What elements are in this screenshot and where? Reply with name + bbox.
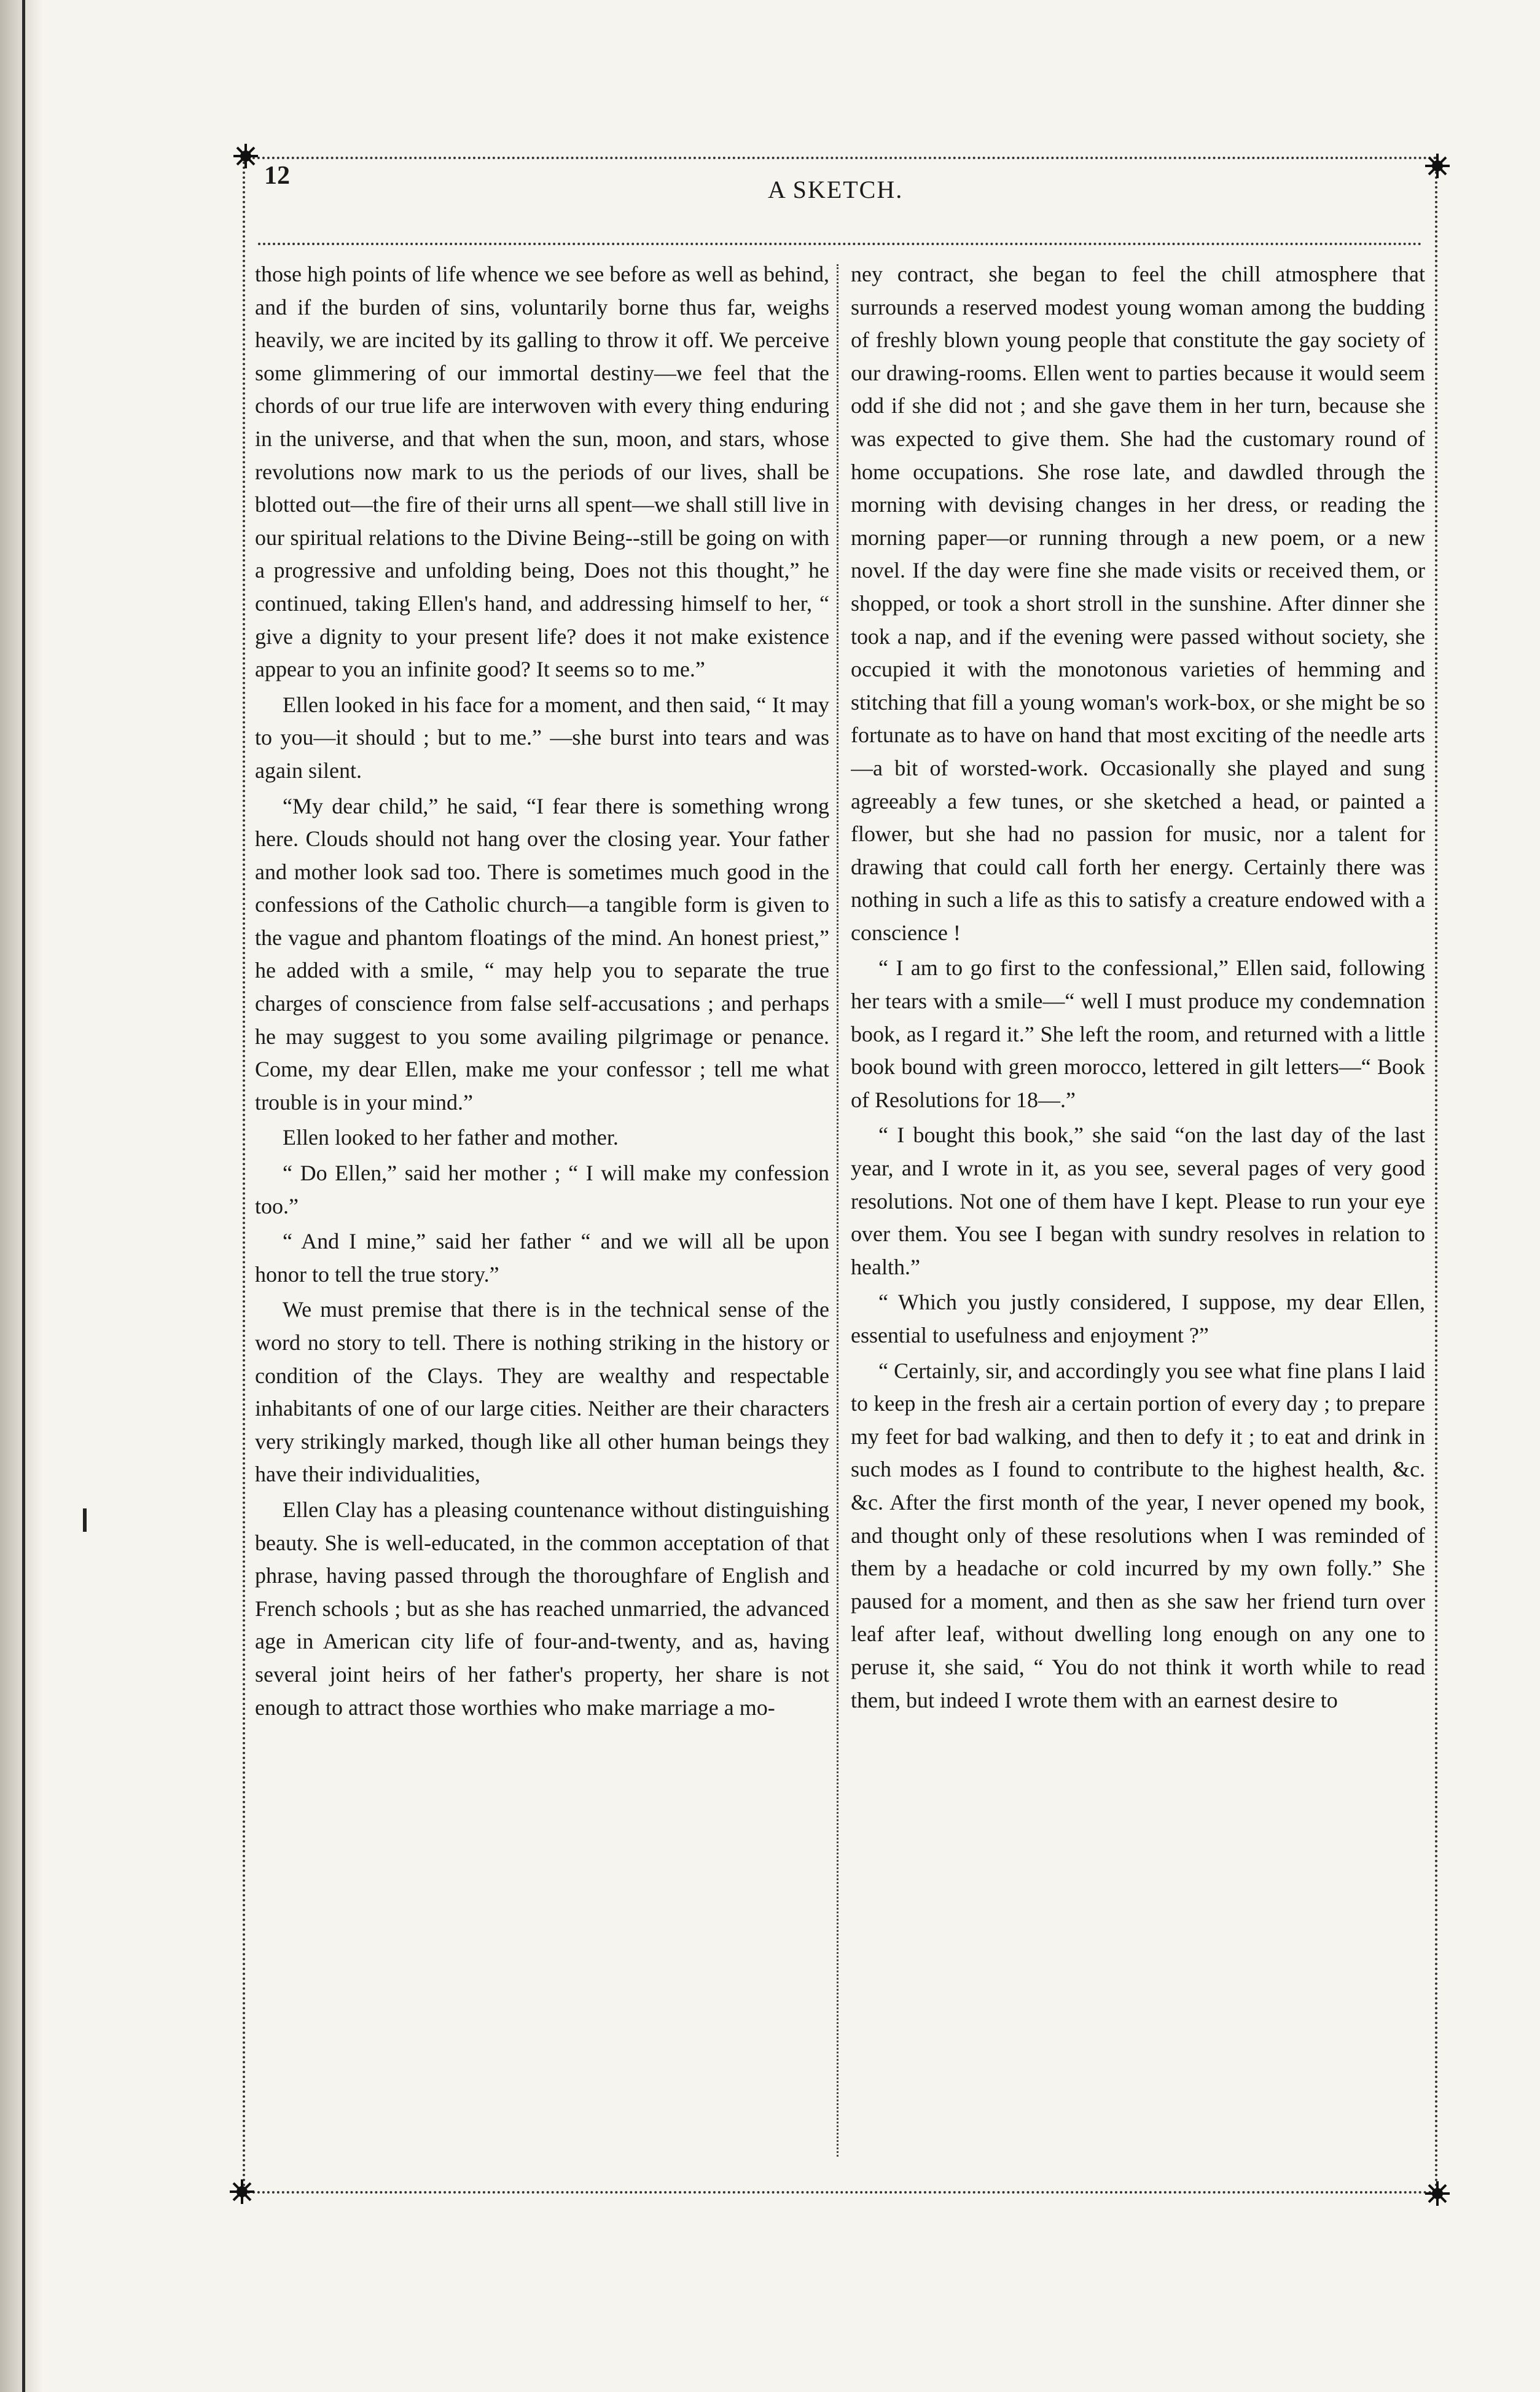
paragraph: Ellen looked in his face for a moment, and then said, “ It may to you—it should ; but to me.” —she burst into tears and was again silent. (255, 692, 829, 783)
paragraph: those high points of life whence we see before as well as behind, and if the burden of sins, voluntarily borne thus far, weighs heavily, we are incited by its galling to throw it off. We perceive some glimmering of our immortal destiny—we feel that the chords of our true life are interwoven with every thing enduring in the universe, and that when the sun, moon, and stars, whose revolutions now mark to us the periods of our lives, shall be blotted out—the fire of their urns all spent—we shall still live in our spiritual relations to the Divine Being--still be going on with a progressive and unfolding being, Does not this thought,” he continued, taking Ellen's hand, and addressing himself to her, “ give a dignity to your present life? does it not make existence appear to you an infinite good? It seems so to me.” (255, 262, 829, 682)
paragraph: Ellen Clay has a pleasing countenance without distinguishing beauty. She is well-educated, in the common acceptation of that phrase, having passed through the thoroughfare of English and French schools ; but as she has reached unmarried, the advanced age in American city life of four-and-twenty, and as, having several joint heirs of her father's property, her share is not enough to attract those worthies who make marriage a mo- (255, 1497, 829, 1720)
binding-line (22, 0, 25, 2392)
page-binding-edge (0, 0, 43, 2392)
page-number: 12 (264, 162, 290, 190)
paragraph: “My dear child,” he said, “I fear there is something wrong here. Clouds should not hang over the closing year. Your father and mother look sad too. There is sometimes much good in the confessions of the Catholic church—a tangible form is given to the vague and phantom floatings of the mind. An honest priest,” he added with a smile, “ may help you to separate the true charges of conscience from false self-accusations ; and perhaps he may suggest to you some availing pilgrimage or penance. Come, my dear Ellen, make me your confessor ; tell me what trouble is in your mind.” (255, 793, 829, 1115)
paragraph: We must premise that there is in the technical sense of the word no story to tell. There is nothing striking in the history or condition of the Clays. They are wealthy and respectable inhabitants of one of our large cities. Neither are their characters very strikingly marked, though like all other human beings they have their individualities, (255, 1297, 829, 1487)
right-column (851, 258, 1425, 2163)
paragraph: Ellen looked to her father and mother. (283, 1125, 619, 1150)
corner-ornament-icon (229, 2178, 256, 2205)
paragraph: “ I bought this book,” she said “on the last day of the last year, and I wrote in it, as you see, several pages of very good resolutions. Not one of them have I kept. Please to run your eye over them. You see I began with sundry resolves in relation to health.” (851, 1123, 1425, 1279)
header-rule (258, 243, 1422, 245)
paragraph: “ Certainly, sir, and accordingly you see what fine plans I laid to keep in the fresh air a certain portion of every day ; to prepare my feet for bad walking, and then to defy it ; to eat and drink in such modes as I found to contribute to the highest health, &c. &c. After the first month of the year, I never opened my book, and thought only of these resolutions when I was reminded of them by a headache or cold incurred by my own folly.” She paused for a moment, and then as she saw her friend turn over leaf after leaf, without dwelling long enough on any one to peruse it, she said, “ You do not think it worth while to read them, but indeed I wrote them with an earnest desire to (851, 1358, 1425, 1712)
left-column (255, 258, 829, 2163)
corner-ornament-icon (1424, 152, 1451, 179)
paragraph: “ Do Ellen,” said her mother ; “ I will make my confession too.” (255, 1161, 829, 1218)
margin-mark (83, 1508, 87, 1532)
corner-ornament-icon (1424, 2180, 1451, 2207)
paragraph: “ And I mine,” said her father “ and we will all be upon honor to tell the true story.” (255, 1229, 829, 1287)
running-title: A SKETCH. (768, 176, 904, 203)
column-divider (837, 264, 838, 2157)
paragraph: “ I am to go first to the confessional,” Ellen said, following her tears with a smile—“ well I must produce my condemnation book, as I regard it.” She left the room, and returned with a little book bound with green morocco, lettered in gilt letters—“ Book of Resolutions for 18—.” (851, 955, 1425, 1112)
corner-ornament-icon (232, 143, 259, 170)
paragraph: “ Which you justly considered, I suppose, my dear Ellen, essential to usefulness and enjoyment ?” (851, 1290, 1425, 1347)
paragraph: ney contract, she began to feel the chill atmosphere that surrounds a reserved modest young woman among the budding of freshly blown young people that constitute the gay society of our drawing-rooms. Ellen went to parties because it would seem odd if she did not ; and she gave them in her turn, because she was expected to give them. She had the customary round of home occupations. She rose late, and dawdled through the morning with devising changes in her dress, or reading the morning paper—or running through a new poem, or a new novel. If the day were fine she made visits or received them, or shopped, or took a short stroll in the sunshine. After dinner she took a nap, and if the evening were passed without society, she occupied it with the monotonous varieties of hemming and stitching that fill a young woman's work-box, or she might be so fortunate as to have on hand that most exciting of the needle arts—a bit of worsted-work. Occasionally she played and sung agreeably a few tunes, or she sketched a head, or painted a flower, but she had no passion for music, nor a talent for drawing that could call forth her energy. Certainly there was nothing in such a life as this to satisfy a creature endowed with a conscience ! (851, 262, 1425, 945)
